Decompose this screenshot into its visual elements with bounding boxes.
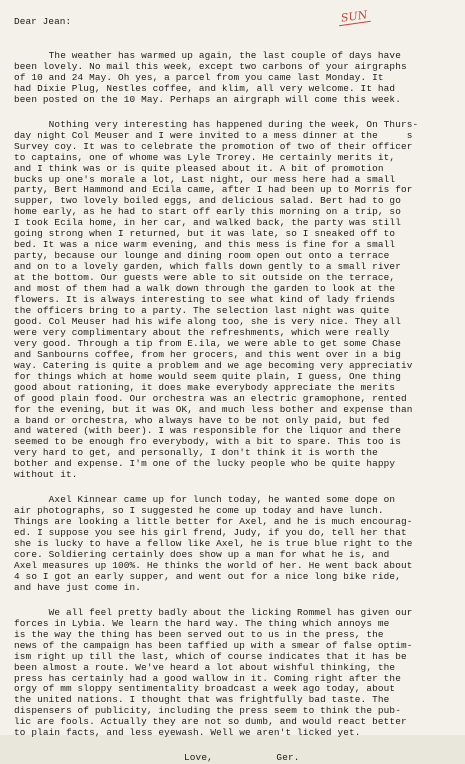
text-line: ism right up till the last, which of course indicates that it has be [14,650,407,662]
text-line: were very complimentary about the refreshments, which were really [14,326,390,338]
text-line: bother and expense. I'm one of the lucky people who be quite happy [14,458,396,470]
text-line: way. Catering is quite a problem and we age becoming very appreciativ [14,359,413,371]
text-line: news of the campaign has been taffied up with a smear of false optim- [14,639,413,651]
text-line: press has certainly had a good wallow in it. Coming right after the [14,672,401,684]
text-line: at the bottom. Our guests were able to sit outside on the terrace, [14,272,396,284]
text-line: to plain facts, and less eyewash. Well we aren't licked yet. [14,727,361,739]
text-line: Nothing very interesting has happened during the week, On Thurs- [14,118,419,130]
text-line: the officers bring to a party. The selection last night was quite [14,304,390,316]
text-line: Axel Kinnear came up for lunch today, he wanted some dope on [14,494,396,506]
text-line: and watered (with beer). I was responsible for the liquor and there [14,425,401,437]
text-line: orgy of mm sloppy sentimentality broadcast a week ago today, about [14,683,396,695]
text-line: and have just come in. [14,581,142,593]
paragraph [14,495,451,594]
text-line: been almost a route. We've heard a lot about wishful thinking, the [14,661,396,673]
text-line: forces in Lybia. We learn the hard way. The thing which annoys me [14,617,390,629]
text-line: core. Soldiering certainly does show up a man for what he is, and [14,548,390,560]
text-line: bed. It was a nice warm evening, and this mess is fine for a small [14,239,396,251]
text-line: day night Col Meuser and I were invited to a mess dinner at the s [14,129,413,141]
text-line: good. Col Meuser had his wife along too, she is very nice. They all [14,315,401,327]
text-line: flowers. It is always interesting to see what kind of lady friends [14,294,396,306]
text-line: going strong when I returned, but it was late, so I sneaked off to [14,228,396,240]
text-line: dispensers of publicity, including the press seem to think the pub- [14,705,401,717]
text-line: the united nations. I thought that was frightfully bad taste. The [14,694,390,706]
text-line: party, Bert Hammond and Ecila came, after I had been up to Morris for [14,184,413,196]
text-line: bucks up one's morale a lot, Last night, our mess here had a small [14,173,396,185]
text-line: home early, as he had to start off early this morning on a trip, so [14,206,401,218]
date-stamp: SUN [337,8,371,26]
text-line: of 10 and 24 May. Oh yes, a parcel from you came last Monday. It [14,71,384,83]
text-line: had Dixie Plug, Nestles coffee, and klim, all very welcome. It had [14,82,396,94]
text-line: been lovely. No mail this week, except two carbons of your airgraphs [14,60,407,72]
text-line: 4 so I got an early supper, and went out for a nice long bike ride, [14,570,401,582]
signoff [14,753,451,764]
text-line: Survey coy. It was to celebrate the promotion of two of their officer [14,140,413,152]
paragraph [14,120,451,481]
text-line: I took Ecila home, in her car, and walked back, the party was still [14,217,401,229]
text-line: and most of them had a walk down through the garden to look at the [14,283,396,295]
text-line: party, because our lounge and dining room open out onto a terrace [14,250,390,262]
text-line: been posted on the 10 May. Perhaps an airgraph will come this week. [14,93,401,105]
text-line: ed. I suppose you see his girl frend, Judy, if you do, tell her that [14,527,407,539]
text-line: good about rationing, it does make everybody appreciate the merits [14,381,396,393]
text-line: she is lucky to have a fellow like Axel, he is true blue right to the [14,538,413,550]
text-line: very good. Through a tip from E.ila, we were able to get some Chase [14,337,401,349]
text-line: Things are looking a little better for Axel, and he is much encourag- [14,516,413,528]
text-line: lic are fools. Actually they are not so dumb, and would react better [14,716,407,728]
signoff-line: Love, Ger. [184,752,300,764]
text-line: We all feel pretty badly about the licking Rommel has given our [14,606,413,618]
text-line: and I think was or is quite pleased about it. A bit of promotion [14,162,384,174]
paragraph [14,608,451,739]
text-line: to captains, one of whome was Lyle Trorey. He certainly merits it, [14,151,396,163]
salutation: Dear Jean: [14,16,72,27]
text-line: air photographs, so I suggested he come up today and have lunch. [14,505,384,517]
text-line: a band or orchestra, who always have to be not only paid, but fed [14,414,390,426]
letter-body [14,51,451,739]
paragraph [14,51,451,106]
text-line: for things which at home would seem quite plain, I guess, One thing [14,370,401,382]
text-line: of good plain food. Our orchestra was an electric gramophone, rented [14,392,407,404]
text-line: for the evening, but it was OK, and much less bother and expense than [14,403,413,415]
text-line: supper, two lovely boiled eggs, and delicious salad. Bert had to go [14,195,401,207]
text-line: is the way the thing has been served out to us in the press, the [14,628,384,640]
text-line: very hard to get, and personally, I don't think it is worth the [14,447,378,459]
text-line: and on to a lovely garden, which falls down gently to a small river [14,261,401,273]
text-line: and Sanbourns coffee, from her grocers, and this went over in a big [14,348,401,360]
text-line: Axel measures up 100%. He thinks the world of her. He went back about [14,559,413,571]
text-line: without it. [14,469,78,481]
text-line: The weather has warmed up again, the last couple of days have [14,50,401,61]
text-line: seemed to be enough fro everybody, with a bit to spare. This too is [14,436,401,448]
